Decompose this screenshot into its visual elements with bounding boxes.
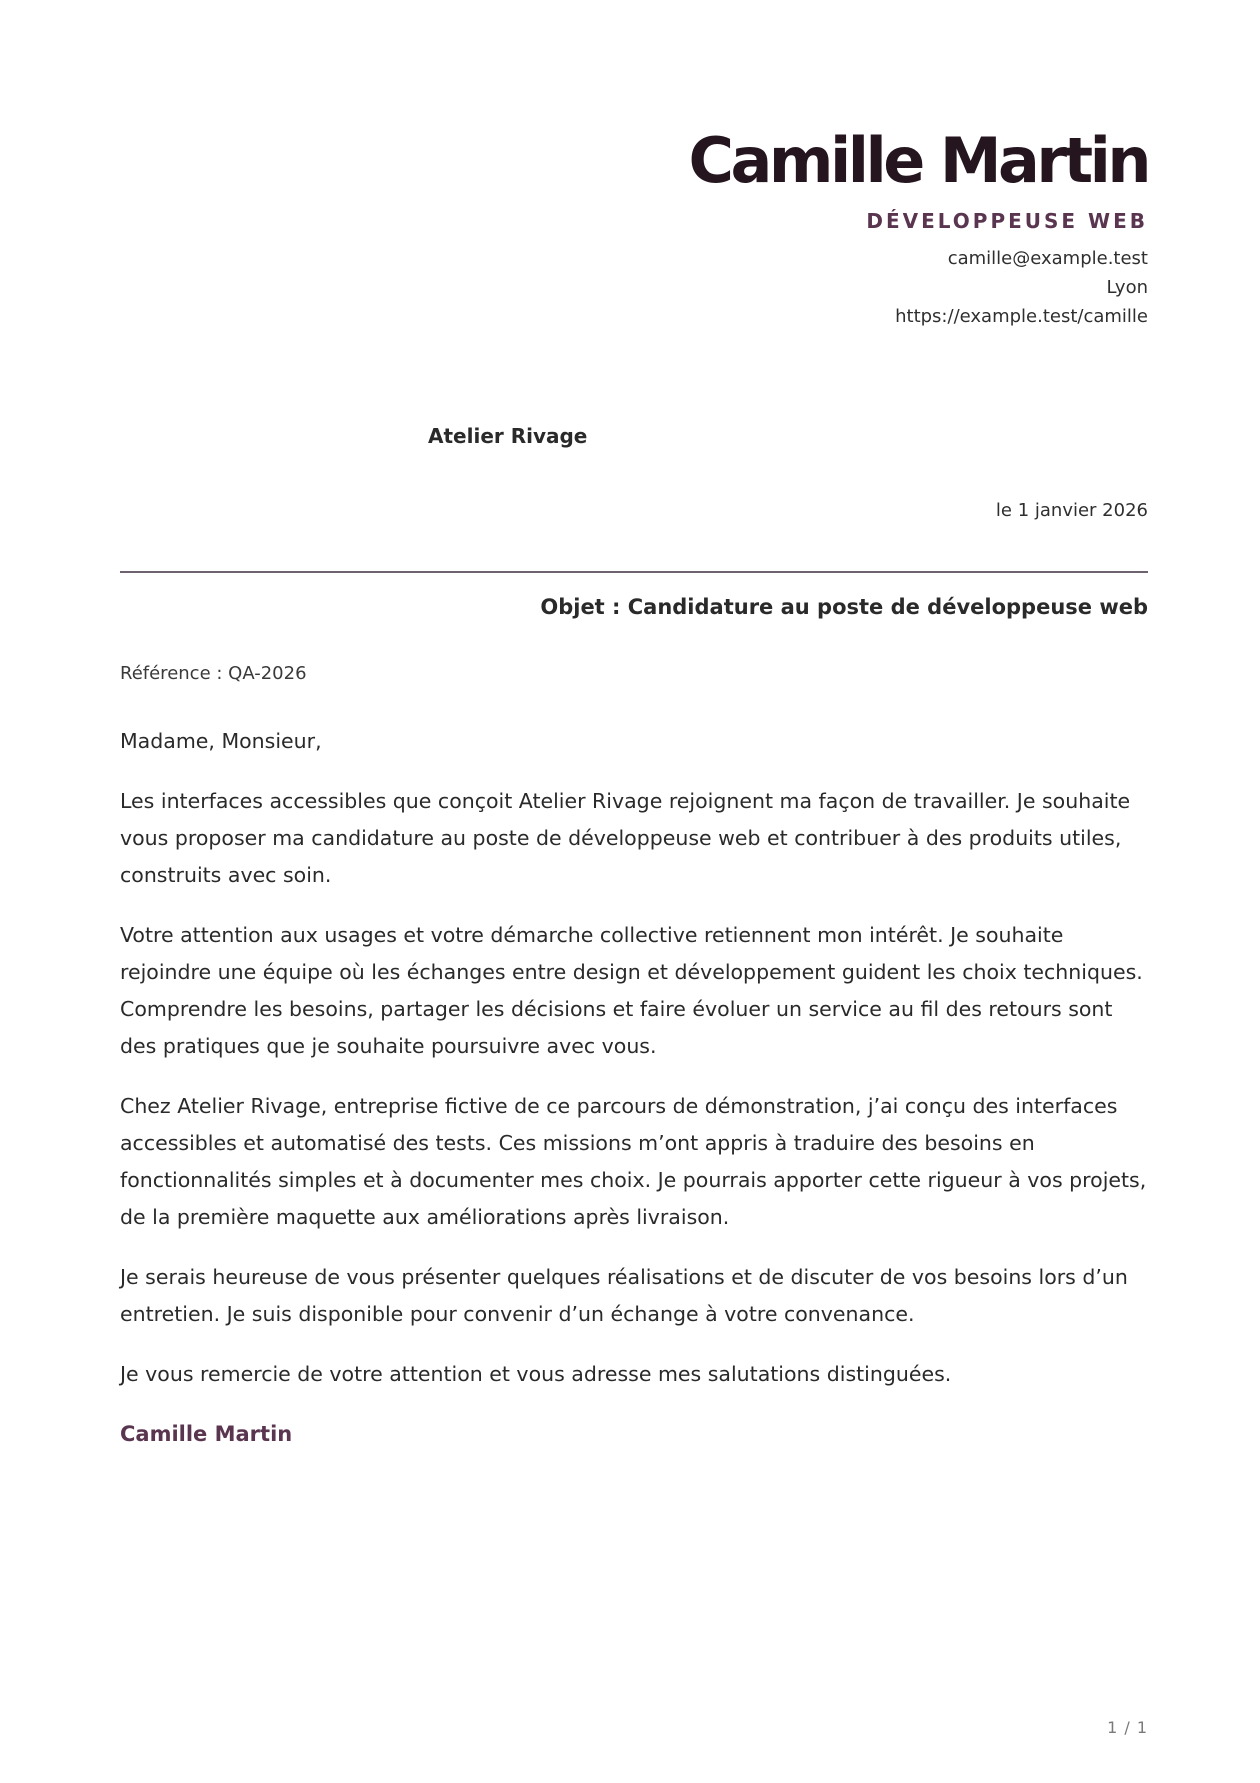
sender-contact [689,244,1148,331]
sender-website: https://example.test/camille [895,306,1148,327]
sender-name: Camille Martin [688,124,1148,197]
signature: Camille Martin [120,1422,293,1446]
letter-body [120,723,1148,1453]
paragraph: Je serais heureuse de vous présenter quelques réalisations et de discuter de vos besoins lors d’un entretien. Je suis disponible pour convenir d’un échange à votre convenance. [120,1265,1128,1326]
sender-block [689,122,1148,331]
closing-paragraph: Je vous remercie de votre attention et vous adresse mes salutations distinguées. [120,1362,952,1386]
paragraph: Votre attention aux usages et votre démarche collective retiennent mon intérêt. Je souhaite rejoindre une équipe où les échanges entre design et développement guident les choix techniques. Comprendre les besoins, partager les décisions et faire évoluer un service au fil des retours sont des pratiques que je souhaite poursuivre avec vous. [120,923,1143,1058]
sender-job-title: DÉVELOPPEUSE WEB [866,209,1148,233]
paragraph: Chez Atelier Rivage, entreprise fictive de ce parcours de démonstration, j’ai conçu des interfaces accessibles et automatisé des tests. Ces missions m’ont appris à traduire des besoins en fonctionnalités simples et à documenter mes choix. Je pourrais apporter cette rigueur à vos projets, de la première maquette aux améliorations après livraison. [120,1094,1147,1229]
letter-date: le 1 janvier 2026 [995,500,1148,521]
paragraph: Les interfaces accessibles que conçoit Atelier Rivage rejoignent ma façon de travailler. Je souhaite vous proposer ma candidature au poste de développeuse web et contribuer à des produits utiles, construits avec soin. [120,789,1131,887]
recipient-company: Atelier Rivage [428,424,588,448]
letter-subject: Objet : Candidature au poste de développeuse web [540,595,1148,619]
divider [120,571,1148,573]
salutation: Madame, Monsieur, [120,729,322,753]
sender-city: Lyon [1106,277,1148,298]
letter-reference: Référence : QA-2026 [120,663,307,684]
page-number: 1 / 1 [1107,1718,1148,1737]
sender-email: camille@example.test [947,248,1148,269]
